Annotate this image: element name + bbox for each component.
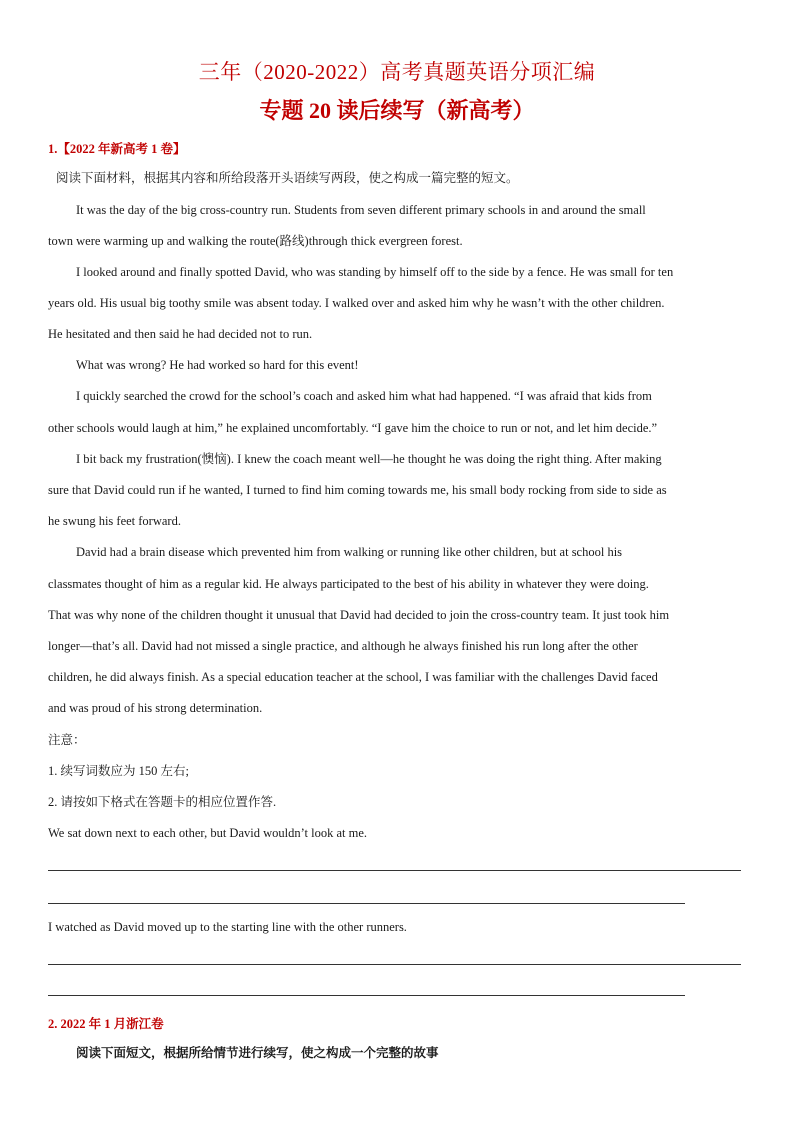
passage-line: sure that David could run if he wanted, I turned to find him coming towards me, his small body rocking from side to side as: [48, 483, 667, 497]
passage-line: That was why none of the children thought it unusual that David had decided to join the cross-country team. It just took him: [48, 608, 670, 622]
document-title: 三年（2020-2022）高考真题英语分项汇编: [198, 60, 596, 84]
passage-line: David had a brain disease which prevented him from walking or running like other children, but at school his: [76, 545, 623, 559]
passage-line: He hesitated and then said he had decided not to run.: [48, 327, 313, 341]
passage-line: town were warming up and walking the route(路线)through thick evergreen forest.: [48, 234, 463, 248]
answer-line: [48, 903, 685, 904]
passage-line: longer—that’s all. David had not missed a single practice, and although he always finished his run long after the other: [48, 639, 638, 653]
paragraph-2-opening: I watched as David moved up to the starting line with the other runners.: [48, 920, 407, 934]
passage-line: I quickly searched the crowd for the school’s coach and asked him what had happened. “I was afraid that kids from: [76, 389, 652, 403]
question-2-instruction: 阅读下面短文，根据所给情节进行续写，使之构成一个完整的故事: [76, 1046, 439, 1060]
note-item: 2. 请按如下格式在答题卡的相应位置作答.: [48, 795, 277, 809]
passage-line: he swung his feet forward.: [48, 514, 181, 528]
passage-line: classmates thought of him as a regular kid. He always participated to the best of his ability in whatever they were doing.: [48, 577, 649, 591]
notice-label: 注意：: [48, 733, 86, 747]
question-1-instruction: 阅读下面材料，根据其内容和所给段落开头语续写两段，使之构成一篇完整的短文。: [56, 171, 519, 185]
document-subtitle: 专题 20 读后续写（新高考）: [259, 98, 535, 123]
question-2-heading: 2. 2022 年 1 月浙江卷: [48, 1017, 164, 1031]
passage-line: What was wrong? He had worked so hard for this event!: [76, 358, 359, 372]
passage-line: other schools would laugh at him,” he explained uncomfortably. “I gave him the choice to run or not, and let him decide.”: [48, 421, 658, 435]
answer-line: [48, 870, 741, 871]
passage-line: years old. His usual big toothy smile was absent today. I walked over and asked him why he wasn’t with the other children.: [48, 296, 665, 310]
note-item: 1. 续写词数应为 150 左右;: [48, 764, 189, 778]
passage-line: children, he did always finish. As a special education teacher at the school, I was familiar with the challenges David faced: [48, 670, 658, 684]
paragraph-1-opening: We sat down next to each other, but David wouldn’t look at me.: [48, 826, 368, 840]
answer-line: [48, 995, 685, 996]
question-1-heading: 1.【2022 年新高考 1 卷】: [48, 142, 186, 156]
passage-line: and was proud of his strong determination.: [48, 701, 263, 715]
passage-line: It was the day of the big cross-country run. Students from seven different primary schools in and around the small: [76, 203, 646, 217]
passage-line: I bit back my frustration(懊恼). I knew the coach meant well—he thought he was doing the right thing. After making: [76, 452, 662, 466]
passage-line: I looked around and finally spotted David, who was standing by himself off to the side by a fence. He was small for ten: [76, 265, 674, 279]
answer-line: [48, 964, 741, 965]
